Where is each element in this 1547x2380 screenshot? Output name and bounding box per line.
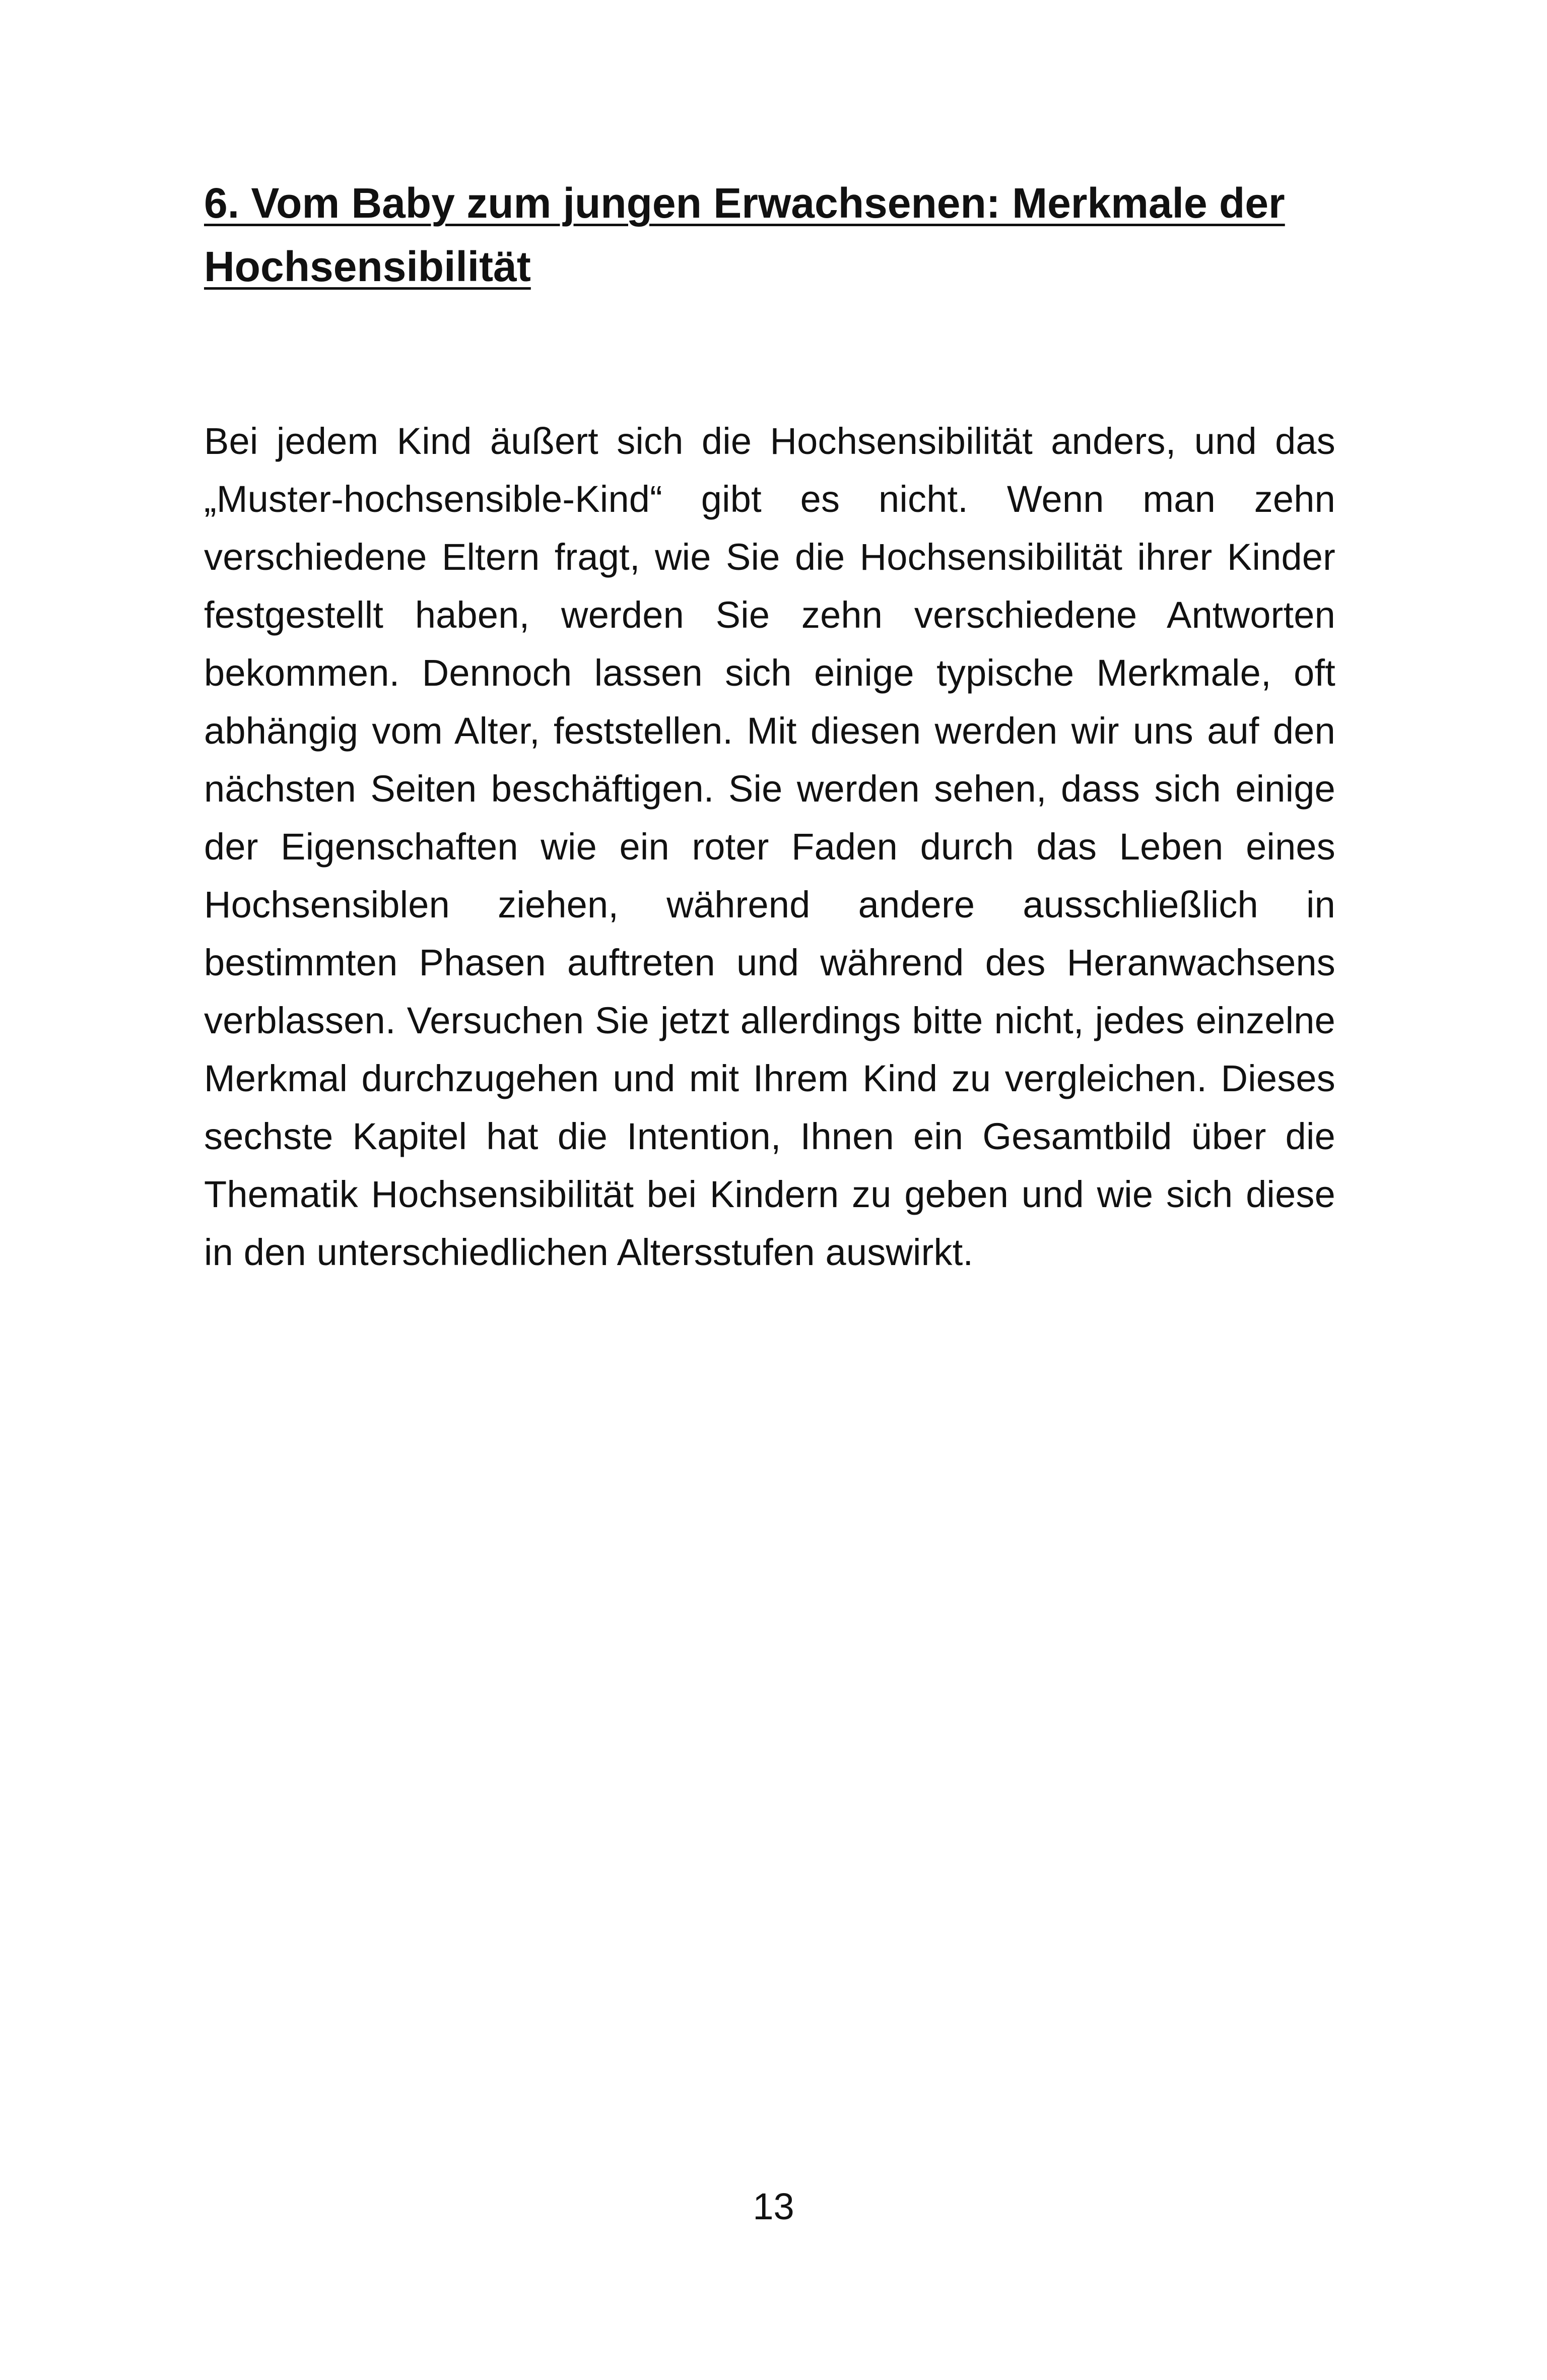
page-number: 13 <box>753 2186 794 2227</box>
chapter-heading: 6. Vom Baby zum jungen Erwachsenen: Merkmale der Hochsensibilität <box>204 179 1285 290</box>
body-paragraph: Bei jedem Kind äußert sich die Hochsensibilität anders, und das „Muster-hochsensible-Kind“ gibt es nicht. Wenn man zehn verschiedene Eltern fragt, wie Sie die Hochsensibilität ihrer Kinder festgestellt haben, werden Sie zehn verschiedene Antworten bekommen. Dennoch lassen sich einige typische Merkmale, oft abhängig vom Alter, feststellen. Mit diesen werden wir uns auf den nächsten Seiten beschäftigen. Sie werden sehen, dass sich einige der Eigenschaften wie ein roter Faden durch das Leben eines Hochsensiblen ziehen, während andere ausschließlich in bestimmten Phasen auftreten und während des Heranwachsens verblassen. Versuchen Sie jetzt allerdings bitte nicht, jedes einzelne Merkmal durchzugehen und mit Ihrem Kind zu vergleichen. Dieses sechste Kapitel hat die Intention, Ihnen ein Gesamtbild über die Thematik Hochsensibilität bei Kindern zu geben und wie sich diese in den unterschiedlichen Altersstufen auswirkt. <box>204 420 1335 1273</box>
